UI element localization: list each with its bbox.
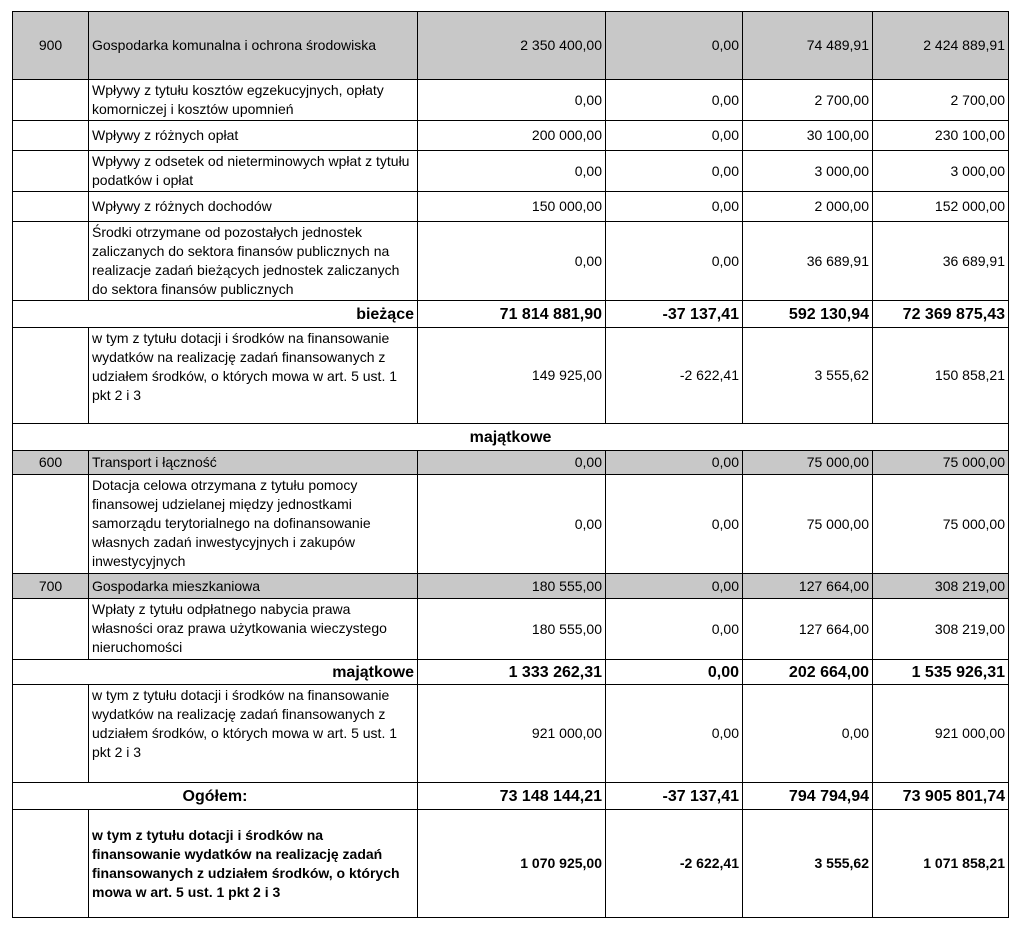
section-label: Gospodarka mieszkaniowa <box>89 574 418 599</box>
cell-value: 0,00 <box>606 192 743 222</box>
table-row <box>13 599 1009 660</box>
cell-value: 3 555,62 <box>743 810 873 918</box>
total-row <box>13 783 1009 810</box>
cell-value: 152 000,00 <box>873 192 1009 222</box>
cell-value: 202 664,00 <box>743 660 873 685</box>
row-label: Wpłaty z tytułu odpłatnego nabycia prawa własności oraz prawa użytkowania wieczystego nieruchomości <box>89 599 418 660</box>
cell-value: 72 369 875,43 <box>873 301 1009 328</box>
row-label: Dotacja celowa otrzymana z tytułu pomocy finansowej udzielanej między jednostkami samorządu terytorialnego na dofinansowanie własnych zadań inwestycyjnych i zakupów inwestycyjnych <box>89 475 418 574</box>
row-label: w tym z tytułu dotacji i środków na finansowanie wydatków na realizację zadań finansowanych z udziałem środków, o których mowa w art. 5 ust. 1 pkt 2 i 3 <box>89 810 418 918</box>
row-label: w tym z tytułu dotacji i środków na finansowanie wydatków na realizację zadań finansowanych z udziałem środków, o których mowa w art. 5 ust. 1 pkt 2 i 3 <box>89 328 418 424</box>
cell-value: 74 489,91 <box>743 12 873 80</box>
cell-value: 0,00 <box>418 475 606 574</box>
row-label: Wpływy z różnych dochodów <box>89 192 418 222</box>
budget-table <box>12 11 1009 918</box>
cell-value: 30 100,00 <box>743 121 873 151</box>
section-header-majatkowe <box>13 424 1009 451</box>
cell-value: 308 219,00 <box>873 599 1009 660</box>
cell-value: 0,00 <box>606 475 743 574</box>
cell-value: 921 000,00 <box>418 685 606 783</box>
cell-value: 0,00 <box>606 151 743 192</box>
cell-value: 127 664,00 <box>743 574 873 599</box>
table-row <box>13 222 1009 301</box>
row-label: Wpływy z tytułu kosztów egzekucyjnych, opłaty komorniczej i kosztów upomnień <box>89 80 418 121</box>
cell-value: 0,00 <box>606 685 743 783</box>
cell-value: 75 000,00 <box>873 475 1009 574</box>
cell-value: 1 535 926,31 <box>873 660 1009 685</box>
cell-value: -2 622,41 <box>606 328 743 424</box>
row-label: Środki otrzymane od pozostałych jednostek zaliczanych do sektora finansów publicznych na realizacje zadań bieżących jednostek zaliczanych do sektora finansów publicznych <box>89 222 418 301</box>
cell-value: 0,00 <box>743 685 873 783</box>
cell-value: 150 000,00 <box>418 192 606 222</box>
table-row <box>13 151 1009 192</box>
cell-value: 230 100,00 <box>873 121 1009 151</box>
section-row-900 <box>13 12 1009 80</box>
subtotal-row-biezace <box>13 301 1009 328</box>
cell-value: 36 689,91 <box>873 222 1009 301</box>
cell-value: 73 148 144,21 <box>418 783 606 810</box>
cell-value: 3 000,00 <box>873 151 1009 192</box>
cell-value: 921 000,00 <box>873 685 1009 783</box>
cell-value: 180 555,00 <box>418 574 606 599</box>
cell-value: 75 000,00 <box>743 475 873 574</box>
section-label: Gospodarka komunalna i ochrona środowiska <box>89 12 418 80</box>
table-row <box>13 121 1009 151</box>
cell-value: 2 424 889,91 <box>873 12 1009 80</box>
cell-value: 0,00 <box>606 222 743 301</box>
cell-value: 592 130,94 <box>743 301 873 328</box>
cell-value: 308 219,00 <box>873 574 1009 599</box>
cell-value: 0,00 <box>606 121 743 151</box>
cell-value: 0,00 <box>606 660 743 685</box>
cell-value: -37 137,41 <box>606 301 743 328</box>
section-row-600 <box>13 451 1009 475</box>
row-label: w tym z tytułu dotacji i środków na finansowanie wydatków na realizację zadań finansowanych z udziałem środków, o których mowa w art. 5 ust. 1 pkt 2 i 3 <box>89 685 418 783</box>
cell-value: -37 137,41 <box>606 783 743 810</box>
cell-value: 149 925,00 <box>418 328 606 424</box>
cell-value: 1 070 925,00 <box>418 810 606 918</box>
cell-value: 127 664,00 <box>743 599 873 660</box>
cell-value: 36 689,91 <box>743 222 873 301</box>
cell-value: 0,00 <box>606 599 743 660</box>
cell-value: 2 350 400,00 <box>418 12 606 80</box>
table-row <box>13 80 1009 121</box>
section-label: Transport i łączność <box>89 451 418 475</box>
cell-value: 150 858,21 <box>873 328 1009 424</box>
cell-value: 0,00 <box>606 80 743 121</box>
subtotal-label: bieżące <box>13 301 418 328</box>
cell-value: 1 071 858,21 <box>873 810 1009 918</box>
cell-value: 0,00 <box>418 151 606 192</box>
subtotal-label: majątkowe <box>13 660 418 685</box>
cell-value: 3 000,00 <box>743 151 873 192</box>
cell-value: 2 000,00 <box>743 192 873 222</box>
section-code: 700 <box>13 574 89 599</box>
cell-value: 75 000,00 <box>873 451 1009 475</box>
cell-value: 2 700,00 <box>743 80 873 121</box>
cell-value: 0,00 <box>418 80 606 121</box>
cell-value: 0,00 <box>606 12 743 80</box>
section-row-700 <box>13 574 1009 599</box>
total-detail-row <box>13 810 1009 918</box>
cell-value: 2 700,00 <box>873 80 1009 121</box>
section-header-label: majątkowe <box>13 424 1009 451</box>
cell-value: -2 622,41 <box>606 810 743 918</box>
cell-value: 0,00 <box>606 451 743 475</box>
row-label: Wpływy z odsetek od nieterminowych wpłat z tytułu podatków i opłat <box>89 151 418 192</box>
cell-value: 200 000,00 <box>418 121 606 151</box>
cell-value: 180 555,00 <box>418 599 606 660</box>
section-code: 600 <box>13 451 89 475</box>
cell-value: 71 814 881,90 <box>418 301 606 328</box>
total-label: Ogółem: <box>13 783 418 810</box>
cell-value: 75 000,00 <box>743 451 873 475</box>
row-label: Wpływy z różnych opłat <box>89 121 418 151</box>
section-code: 900 <box>13 12 89 80</box>
subtotal-row-majatkowe <box>13 660 1009 685</box>
cell-value: 0,00 <box>418 222 606 301</box>
cell-value: 1 333 262,31 <box>418 660 606 685</box>
cell-value: 3 555,62 <box>743 328 873 424</box>
table-row <box>13 328 1009 424</box>
table-row <box>13 192 1009 222</box>
cell-value: 794 794,94 <box>743 783 873 810</box>
cell-value: 0,00 <box>606 574 743 599</box>
table-row <box>13 685 1009 783</box>
cell-value: 73 905 801,74 <box>873 783 1009 810</box>
cell-value: 0,00 <box>418 451 606 475</box>
table-row <box>13 475 1009 574</box>
